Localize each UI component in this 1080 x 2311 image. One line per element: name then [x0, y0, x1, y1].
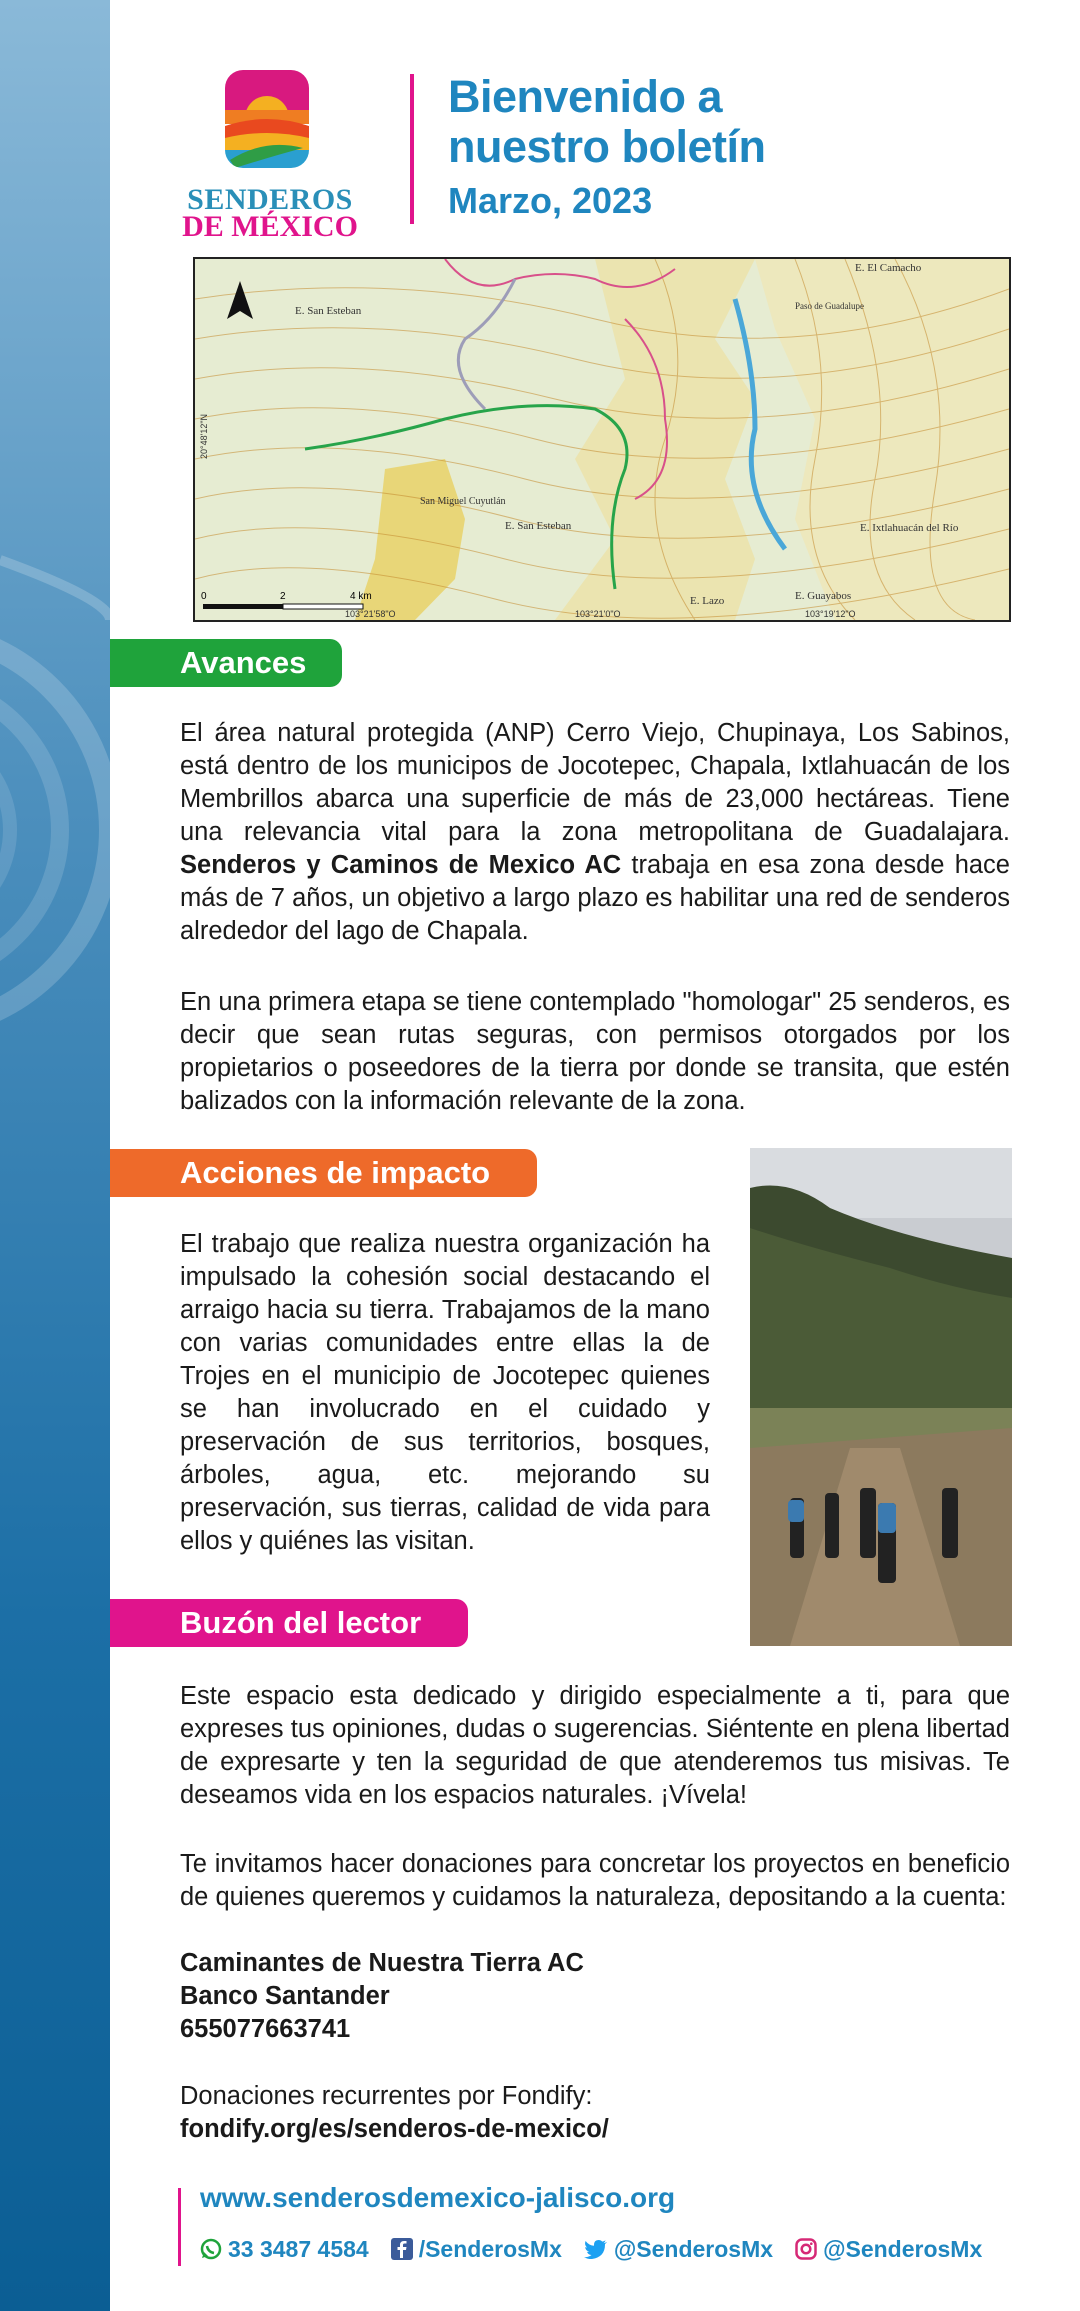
twitter-icon — [584, 2239, 608, 2259]
website-link[interactable]: www.senderosdemexico-jalisco.org — [200, 2182, 676, 2213]
logo-icon — [175, 68, 365, 180]
acciones-paragraph: El trabajo que realiza nuestra organización ha impulsado la cohesión social destacando el arraigo hacia su tierra. Trabajamos de la mano con varias comunidades entre ellas la de Trojes en el municipio de Jocotepec quienes se han involucrado en el cuidado y preservación de sus territorios, bosques, árboles, agua, etc. mejorando su preservación, sus tierras, calidad de vida para ellos y quiénes las visitan. — [180, 1230, 710, 1555]
hikers-photo-image — [750, 1148, 1012, 1646]
footer-divider — [178, 2188, 181, 2266]
fondify-link[interactable]: fondify.org/es/senderos-de-mexico/ — [180, 2115, 609, 2143]
instagram-contact[interactable] — [795, 2236, 982, 2263]
topographic-map — [195, 259, 1009, 620]
whatsapp-contact[interactable] — [200, 2236, 369, 2263]
account-name: Caminantes de Nuestra Tierra AC — [180, 1949, 584, 1977]
account-number: 655077663741 — [180, 2015, 351, 2043]
section-tag-avances: Avances — [110, 639, 342, 687]
map-coord-bottom-3: 103°19'12"O — [805, 609, 856, 619]
map-coord-bottom-1: 103°21'58"O — [345, 609, 396, 619]
contact-row — [200, 2232, 1004, 2266]
title-line-2: nuestro boletín — [448, 121, 766, 172]
section-tag-buzon: Buzón del lector — [110, 1599, 468, 1647]
map-label-ixtlahuacan: E. Ixtlahuacán del Río — [860, 522, 959, 534]
title-line-1: Bienvenido a — [448, 71, 723, 122]
twitter-handle: @SenderosMx — [613, 2235, 774, 2262]
map-label-paso-guadalupe: Paso de Guadalupe — [795, 301, 864, 311]
hikers-photo — [750, 1148, 1012, 1646]
facebook-contact[interactable] — [391, 2236, 562, 2263]
logo — [175, 68, 365, 243]
side-band-decoration — [0, 0, 110, 2311]
map-label-el-camacho: E. El Camacho — [855, 262, 922, 274]
fondify-label: Donaciones recurrentes por Fondify: — [180, 2082, 593, 2110]
side-band — [0, 0, 110, 2311]
avances-org-name: Senderos y Caminos de Mexico AC — [180, 851, 622, 879]
header-divider — [410, 74, 414, 224]
logo-text-de-mexico: DE MÉXICO — [182, 210, 358, 243]
section-tag-acciones: Acciones de impacto — [110, 1149, 537, 1197]
newsletter-date: Marzo, 2023 — [448, 180, 653, 221]
map-label-san-esteban-mid: E. San Esteban — [505, 520, 572, 532]
avances-paragraph-2: En una primera etapa se tiene contemplado "homologar" 25 senderos, es decir que sean rutas seguras, con permisos otorgados por los propietarios o poseedores de la tierra por donde se transita, que estén balizados con la información relevante de la zona. — [180, 988, 1010, 1115]
instagram-handle: @SenderosMx — [823, 2235, 983, 2262]
bank-name: Banco Santander — [180, 1982, 390, 2010]
buzon-paragraph-1: Este espacio esta dedicado y dirigido especialmente a ti, para que expreses tus opiniones, dudas o sugerencias. Siéntente en plena libertad de expresarte y ten la seguridad de que atenderemos tus misivas. Te deseamos vida en los espacios naturales. ¡Vívela! — [180, 1682, 1010, 1809]
scale-2: 2 — [280, 591, 286, 602]
instagram-icon — [795, 2238, 817, 2260]
logo-text-senderos: SENDEROS — [187, 183, 353, 216]
facebook-handle: /SenderosMx — [418, 2235, 562, 2262]
map-label-san-esteban-top: E. San Esteban — [295, 305, 362, 317]
trail-map — [193, 257, 1011, 622]
avances-text-2: trabaja en esa zona desde hace más de 7 años, un objetivo a largo plazo es habilitar una red de senderos alrededor del lago de Chapala. — [180, 851, 1010, 945]
twitter-contact[interactable] — [584, 2236, 773, 2263]
newsletter-title — [448, 72, 766, 172]
facebook-icon — [391, 2238, 413, 2260]
whatsapp-icon — [200, 2238, 222, 2260]
map-coord-bottom-2: 103°21'0"O — [575, 609, 621, 619]
scale-0: 0 — [201, 591, 207, 602]
whatsapp-number: 33 3487 4584 — [228, 2235, 369, 2262]
map-coord-left: 20°48'12"N — [199, 413, 209, 459]
map-label-san-miguel: San Miguel Cuyutlán — [420, 496, 506, 507]
avances-text-1: El área natural protegida (ANP) Cerro Viejo, Chupinaya, Los Sabinos, está dentro de los municipos de Jocotepec, Chapala, Ixtlahuacán de los Membrillos abarca una superficie de más de 23,000 hectáreas. Tiene una relevancia vital para la zona metropolitana de Guadalajara. — [180, 719, 1010, 846]
avances-paragraph-1 — [180, 717, 1010, 948]
map-label-guayabos: E. Guayabos — [795, 590, 852, 602]
buzon-paragraph-2: Te invitamos hacer donaciones para concretar los proyectos en beneficio de quienes queremos y cuidamos la naturaleza, depositando a la cuenta: — [180, 1850, 1010, 1911]
map-label-lazo: E. Lazo — [690, 595, 725, 607]
scale-4: 4 km — [350, 591, 372, 602]
